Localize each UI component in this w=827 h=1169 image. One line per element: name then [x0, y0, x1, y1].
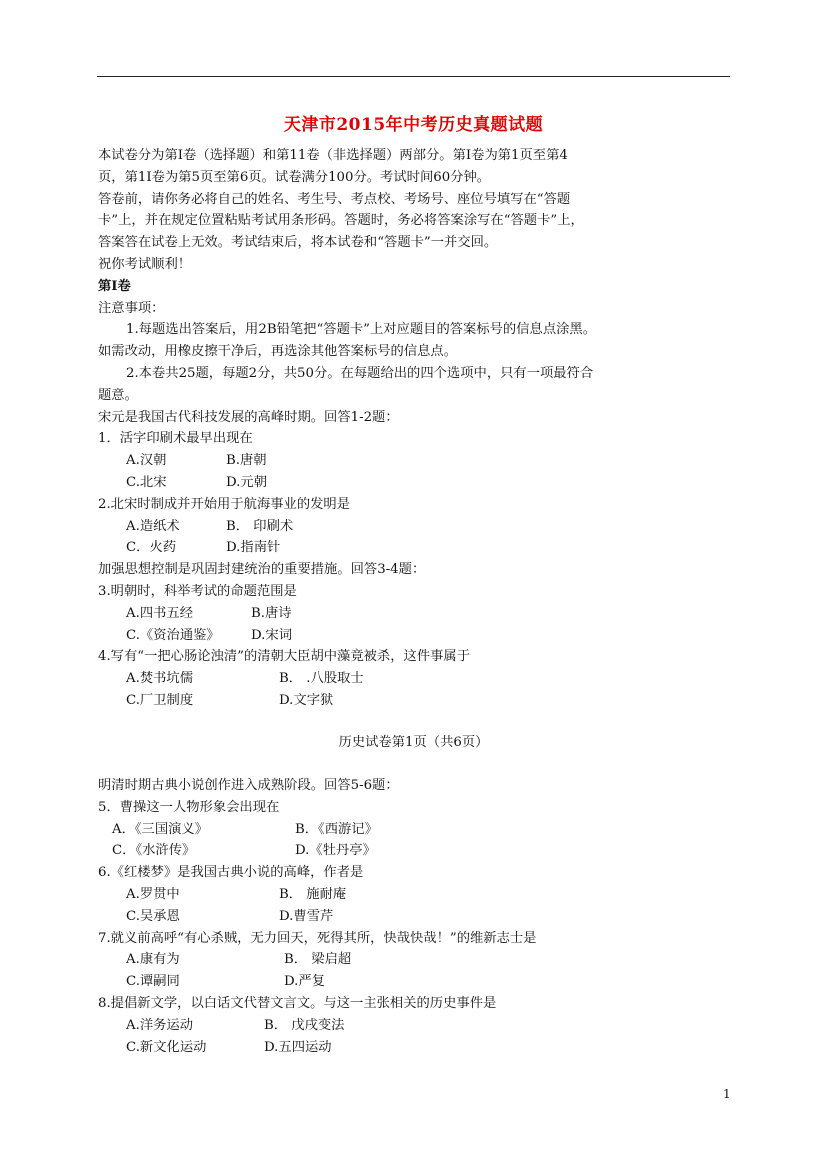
option-a: A.康有为: [126, 952, 180, 968]
option-d: D.曹雪芹: [279, 908, 334, 924]
option-c: C.吴承恩: [126, 908, 180, 924]
question-options: [98, 1037, 668, 1059]
page-title: 天津市2015年中考历史真题试题: [283, 115, 544, 135]
page-body-bottom: [98, 775, 668, 1058]
question-group-intro: 加强思想控制是巩固封建统治的重要措施。回答3-4题：: [98, 562, 426, 578]
page-footer: 历史试卷第1页（共6页）: [338, 735, 489, 750]
intro-line: 祝你考试顺利！: [98, 256, 192, 272]
option-c: C.《资治通鉴》: [126, 627, 220, 643]
question-options: [98, 450, 668, 472]
option-c: C．火药: [126, 540, 177, 556]
option-d: D.五四运动: [264, 1039, 332, 1055]
option-a: A.汉朝: [126, 453, 167, 469]
intro-line: 答卷前，请你务必将自己的姓名、考生号、考点校、考场号、座位号填写在“答题: [98, 191, 571, 207]
question-stem: 7.就义前高呼“有心杀贼，无力回天，死得其所，快哉快哉！”的维新志士是: [98, 930, 537, 946]
option-d: D.文字狱: [279, 692, 334, 708]
option-c: C．《水浒传》: [112, 843, 196, 859]
option-b: B． 戊戌变法: [264, 1017, 345, 1033]
option-d: D.宋词: [251, 627, 293, 643]
question-options: [98, 625, 668, 647]
option-c: C.北宋: [126, 474, 167, 490]
option-c: C.新文化运动: [126, 1039, 207, 1055]
question-options: [98, 1015, 668, 1037]
question-stem: 2.北宋时制成并开始用于航海事业的发明是: [98, 496, 351, 512]
option-d: D.《牡丹亭》: [295, 843, 376, 859]
question-stem: 6.《红楼梦》是我国古典小说的高峰，作者是: [98, 865, 364, 881]
option-b: B． 施耐庵: [279, 886, 347, 902]
notice-line: 如需改动，用橡皮擦干净后，再选涂其他答案标号的信息点。: [98, 344, 458, 360]
question-options: [98, 690, 668, 712]
intro-line: 卡”上，并在规定位置粘贴考试用条形码。答题时，务必将答案涂写在“答题卡”上，: [98, 213, 584, 229]
question-options: [98, 971, 668, 993]
section-title: 第Ⅰ卷: [98, 278, 131, 294]
question-options: [98, 906, 668, 928]
question-options: [98, 472, 668, 494]
question-group-intro: 宋元是我国古代科技发展的高峰时期。回答1-2题：: [98, 409, 399, 425]
notice-line: 题意。: [98, 387, 138, 403]
option-b: B．《西游记》: [295, 821, 378, 837]
option-b: B． .八股取士: [279, 671, 364, 687]
question-options: [98, 668, 668, 690]
notice-line: 1.每题选出答案后，用2B铅笔把“答题卡”上对应题目的答案标号的信息点涂黑。: [126, 322, 597, 338]
intro-line: 本试卷分为第Ⅰ卷（选择题）和第11卷（非选择题）两部分。第Ⅰ卷为第1页至第4: [98, 148, 568, 163]
option-d: D.元朝: [226, 474, 268, 490]
intro-line: 答案答在试卷上无效。考试结束后，将本试卷和“答题卡”一并交回。: [98, 235, 498, 251]
question-stem: 3.明朝时，科举考试的命题范围是: [98, 583, 297, 599]
question-options: [98, 516, 668, 538]
question-group-intro: 明清时期古典小说创作进入成熟阶段。回答5-6题：: [98, 778, 399, 793]
notice-line: 2.本卷共25题，每题2分，共50分。在每题给出的四个选项中，只有一项最符合: [126, 365, 594, 381]
option-d: D.指南针: [226, 540, 281, 556]
question-options: [98, 819, 668, 841]
question-stem: 5．曹操这一人物形象会出现在: [98, 799, 280, 815]
notice-title: 注意事项：: [98, 300, 165, 316]
option-a: A.洋务运动: [126, 1017, 194, 1033]
option-b: B.唐朝: [226, 453, 267, 469]
question-options: [98, 603, 668, 625]
question-options: [98, 884, 668, 906]
header-rule: [97, 76, 730, 77]
intro-line: 页，第1I卷为第5页至第6页。试卷满分100分。考试时间60分钟。: [98, 169, 491, 185]
option-a: A.四书五经: [126, 605, 194, 621]
option-c: C.谭嗣同: [126, 974, 180, 990]
page-body-top: [98, 145, 668, 712]
option-a: A.罗贯中: [126, 886, 180, 902]
option-c: C.厂卫制度: [126, 692, 194, 708]
question-options: [98, 949, 668, 971]
question-stem: 1．活字印刷术最早出现在: [98, 431, 253, 447]
question-stem: 8.提倡新文学，以白话文代替文言文。与这一主张相关的历史事件是: [98, 995, 497, 1011]
option-b: B． 印刷术: [226, 518, 294, 534]
option-a: A．《三国演义》: [112, 821, 209, 837]
question-options: [98, 537, 668, 559]
option-d: D.严复: [284, 974, 326, 990]
question-options: [98, 840, 668, 862]
option-b: B． 梁启超: [284, 952, 352, 968]
option-b: B.唐诗: [251, 605, 292, 621]
question-stem: 4.写有“一把心肠论浊清”的清朝大臣胡中藻竟被杀，这件事属于: [98, 649, 471, 665]
option-a: A.造纸术: [126, 518, 180, 534]
option-a: A.焚书坑儒: [126, 671, 194, 687]
page-number: 1: [723, 1087, 731, 1101]
